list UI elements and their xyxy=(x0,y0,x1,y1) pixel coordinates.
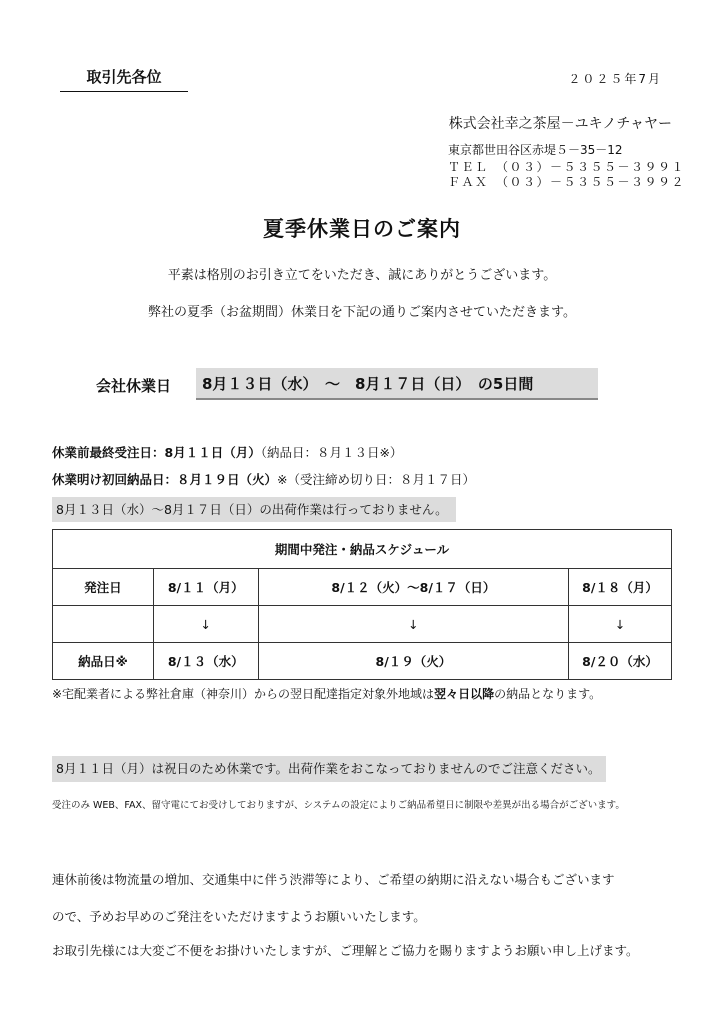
order-date-cell: 8/１２（火）～8/１７（日） xyxy=(258,569,568,606)
footnote-emphasis: 翌々日以降 xyxy=(434,687,495,701)
delivery-date-cell: 8/１３（水） xyxy=(153,643,258,680)
company-address: 東京都世田谷区赤堤５－35－12 xyxy=(448,143,623,157)
first-delivery-label: 休業明け初回納品日：８月１９日（火） xyxy=(52,472,278,487)
arrow-empty-cell xyxy=(53,606,154,643)
order-date-label: 発注日 xyxy=(53,569,154,606)
closing-line-3: お取引先様には大変ご不便をお掛けいたしますが、ご理解とご協力を賜りますようお願い申し上げます。 xyxy=(52,943,639,958)
down-arrow-icon: ↓ xyxy=(569,606,672,643)
holiday-label: 会社休業日 xyxy=(96,377,172,395)
contact-block xyxy=(448,160,685,190)
first-delivery-line xyxy=(52,470,475,488)
shipping-notice: 8月１３日（水）～8月１７日（日）の出荷作業は行っておりません。 xyxy=(52,497,456,522)
last-order-label: 休業前最終受注日：8月１１日（月） xyxy=(52,445,261,460)
holiday-notice: 8月１１日（月）は祝日のため休業です。出荷作業をおこなっておりませんのでご注意ください。 xyxy=(52,756,606,782)
fax-number: ＦＡＸ （０３）－５３５５－３９９２ xyxy=(448,175,686,189)
delivery-footnote xyxy=(52,685,601,702)
schedule-title: 期間中発注・納品スケジュール xyxy=(53,530,672,569)
first-delivery-note: ※（受注締め切り日：８月１７日） xyxy=(277,472,475,487)
order-date-cell: 8/１１（月） xyxy=(153,569,258,606)
down-arrow-icon: ↓ xyxy=(258,606,568,643)
last-order-note: （納品日：８月１３日※） xyxy=(260,445,403,460)
company-name: 株式会社幸之茶屋－ユキノチャヤー xyxy=(448,116,672,132)
closing-line-2: ので、予めお早めのご発注をいただけますようお願いいたします。 xyxy=(52,909,426,924)
down-arrow-icon: ↓ xyxy=(153,606,258,643)
greeting-line-2: 弊社の夏季（お盆期間）休業日を下記の通りご案内させていただきます。 xyxy=(148,305,576,320)
delivery-date-label: 納品日※ xyxy=(53,643,154,680)
last-order-line xyxy=(52,443,402,461)
document-date: ２０２５年7月 xyxy=(568,72,662,86)
delivery-date-cell: 8/１９（火） xyxy=(258,643,568,680)
closing-line-1: 連休前後は物流量の増加、交通集中に伴う渋滞等により、ご希望の納期に沿えない場合もございます xyxy=(52,872,615,887)
footnote-suffix: の納品となります。 xyxy=(494,687,602,701)
schedule-table xyxy=(52,529,672,680)
tel-number: ＴＥＬ （０３）－５３５５－３９９１ xyxy=(448,160,686,174)
order-date-cell: 8/１８（月） xyxy=(569,569,672,606)
recipient-heading: 取引先各位 xyxy=(60,66,188,92)
footnote-prefix: ※宅配業者による弊社倉庫（神奈川）からの翌日配達指定対象外地域は xyxy=(52,687,435,701)
greeting-line-1: 平素は格別のお引き立てをいただき、誠にありがとうございます。 xyxy=(167,268,557,283)
order-channel-note: 受注のみ WEB、FAX、留守電にてお受けしておりますが、システムの設定によりご納品希望日に制限や差異が出る場合がございます。 xyxy=(52,800,625,811)
holiday-range: 8月１３日（水） ～ 8月１７日（日） の5日間 xyxy=(196,368,598,400)
delivery-date-cell: 8/２０（水） xyxy=(569,643,672,680)
page-title: 夏季休業日のご案内 xyxy=(263,217,461,241)
